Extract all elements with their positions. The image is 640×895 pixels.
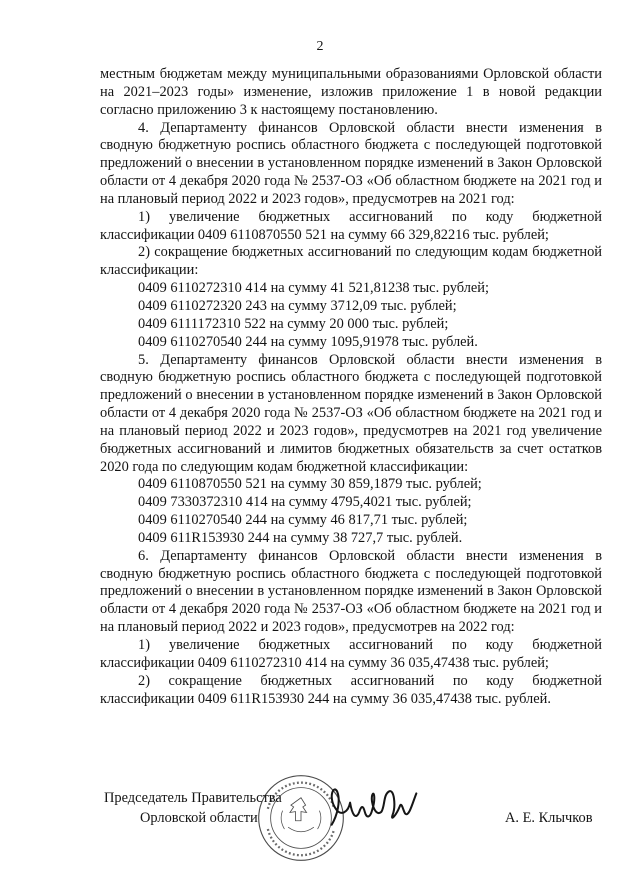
signatory-name: А. Е. Клычков: [505, 810, 593, 826]
reduction-code-line: 0409 6111172310 522 на сумму 20 000 тыс. рублей;: [138, 315, 449, 332]
reduction-code-line: 0409 6110272320 243 на сумму 3712,09 тыс. рублей;: [138, 297, 457, 314]
increase-code-line: 0409 6110270540 244 на сумму 46 817,71 тыс. рублей;: [138, 512, 468, 529]
paragraph-item-5: 5. Департаменту финансов Орловской области внести изменения в сводную бюджетную роспись областного бюджета с последующей подготовкой предложений о внесении в установленном порядке изменений в Закон Орловской области от 4 декабря 2020 года № 2537-ОЗ «Об областном бюджете на 2021 год и на плановый период 2022 и 2023 годов», предусмотрев на 2021 год увеличение бюджетных ассигнований и лимитов бюджетных обязательств за счет остатков 2020 года по следующим кодам бюджетной классификации:: [100, 351, 602, 475]
signatory-title-line-2: Орловской области: [140, 810, 258, 826]
increase-code-line: 0409 611R153930 244 на сумму 38 727,7 тыс. рублей.: [138, 529, 463, 546]
handwritten-signature-icon: [328, 784, 420, 836]
increase-code-line: 0409 7330372310 414 на сумму 4795,4021 тыс. рублей;: [138, 494, 472, 511]
increase-code-line: 0409 6110870550 521 на сумму 30 859,1879 тыс. рублей;: [138, 476, 482, 493]
paragraph-item-4-1: 1) увеличение бюджетных ассигнований по коду бюджетной классификации 0409 6110870550 521 на сумму 66 329,82216 тыс. рублей;: [100, 208, 602, 243]
reduction-code-line: 0409 6110272310 414 на сумму 41 521,81238 тыс. рублей;: [138, 280, 490, 297]
paragraph-continuation: местным бюджетам между муниципальными образованиями Орловской области на 2021–2023 годы» изменение, изложив приложение 1 в новой редакции согласно приложению 3 к настоящему постановлению.: [100, 66, 602, 118]
paragraph-item-6-1: 1) увеличение бюджетных ассигнований по коду бюджетной классификации 0409 6110272310 414 на сумму 36 035,47438 тыс. рублей;: [100, 637, 602, 671]
document-body: [100, 66, 602, 708]
paragraph-item-6-2: 2) сокращение бюджетных ассигнований по коду бюджетной классификации 0409 611R153930 244 на сумму 36 035,47438 тыс. рублей.: [100, 672, 602, 707]
page-number: 2: [316, 39, 324, 54]
increase-code-list: [100, 476, 602, 547]
signature-block: [0, 784, 640, 884]
paragraph-item-4: 4. Департаменту финансов Орловской области внести изменения в сводную бюджетную роспись областного бюджета с последующей подготовкой предложений о внесении в установленном порядке изменений в Закон Орловской области от 4 декабря 2020 года № 2537-ОЗ «Об областном бюджете на 2021 год и на плановый период 2022 и 2023 годов», предусмотрев на 2021 год:: [100, 119, 602, 207]
signatory-title-line-1: Председатель Правительства: [104, 790, 282, 806]
paragraph-item-6: 6. Департаменту финансов Орловской области внести изменения в сводную бюджетную роспись областного бюджета с последующей подготовкой предложений о внесении в установленном порядке изменений в Закон Орловской области от 4 декабря 2020 года № 2537-ОЗ «Об областном бюджете на 2021 год и на плановый период 2022 и 2023 годов», предусмотрев на 2022 год:: [100, 547, 602, 636]
paragraph-item-4-2: 2) сокращение бюджетных ассигнований по следующим кодам бюджетной классификации:: [100, 244, 602, 279]
reduction-code-line: 0409 6110270540 244 на сумму 1095,91978 тыс. рублей.: [138, 333, 478, 350]
reduction-code-list: [100, 280, 602, 351]
